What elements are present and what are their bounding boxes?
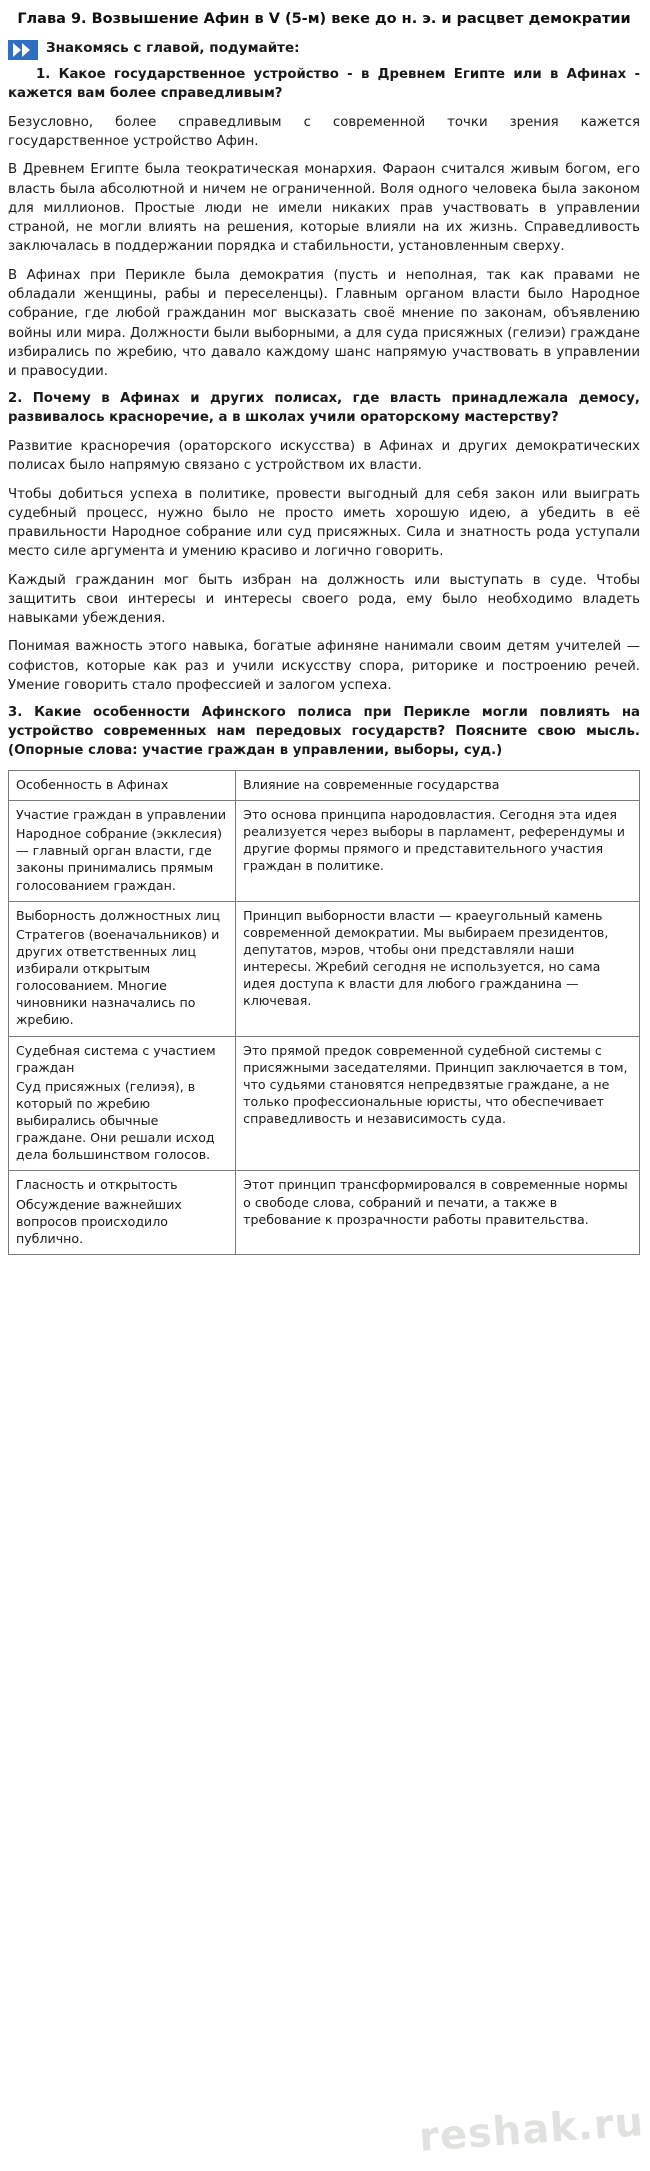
table-cell-influence: Принцип выборности власти — краеугольный камень современной демократии. Мы выбираем президентов, депутатов, мэров, чтобы они представляли наши интересы. Жребий сегодня не используется, но сама идея доступа к власти для любого гражданина — ключевая. xyxy=(236,901,640,1036)
feature-title: Выборность должностных лиц xyxy=(16,907,221,923)
table-header-row xyxy=(9,770,640,800)
answer-2-p1: Развитие красноречия (ораторского искусства) в Афинах и других демократических полисах было напрямую связано с устройством их власти. xyxy=(8,439,640,474)
question-3: 3. Какие особенности Афинского полиса при Перикле могли повлиять на устройство современных нам передовых государств? Поясните свою мысль. (Опорные слова: участие граждан в управлении, выборы, суд.) xyxy=(8,705,640,759)
question-1: 1. Какое государственное устройство - в Древнем Египте или в Афинах - кажется вам более справедливым? xyxy=(8,67,640,101)
answer-1-p2: В Древнем Египте была теократическая монархия. Фараон считался живым богом, его власть была абсолютной и ничем не ограниченной. Воля одного человека была законом для миллионов. Простые люди не имели никаких прав участвовать в управлении страной, не могли влиять на решения, которые влияли на их жизнь. Справедливость заключалась в поддержании порядка и стабильности, установленным сверху. xyxy=(8,162,640,255)
prompt-row xyxy=(8,39,640,60)
feature-text: Обсуждение важнейших вопросов происходило публично. xyxy=(16,1196,182,1246)
answer-2-p3: Каждый гражданин мог быть избран на должность или выступать в суде. Чтобы защитить свои интересы и интересы своего рода, ему было необходимо владеть навыками убеждения. xyxy=(8,572,640,627)
table-row xyxy=(9,1171,640,1255)
table-header-influence: Влияние на современные государства xyxy=(236,770,640,800)
feature-title: Участие граждан в управлении xyxy=(16,807,227,823)
feature-text: Стратегов (военачальников) и других ответственных лиц избирали открытым голосованием. Многие чиновники назначались по жребию. xyxy=(16,926,220,1028)
table-cell-feature xyxy=(9,1036,236,1171)
table-row xyxy=(9,1036,640,1171)
watermark: reshak.ru xyxy=(417,2099,646,2161)
feature-text: Суд присяжных (гелиэя), в который по жребию выбирались обычные граждане. Они решали исход дела большинством голосов. xyxy=(16,1078,215,1163)
table-cell-feature xyxy=(9,901,236,1036)
table-cell-influence: Это прямой предок современной судебной системы с присяжными заседателями. Принцип заключается в том, что судьями становятся непредвзятые граждане, а не только профессиональные юристы, что обеспечивает справедливость и независимость суда. xyxy=(236,1036,640,1171)
table-row xyxy=(9,901,640,1036)
answer-1-p3: В Афинах при Перикле была демократия (пусть и неполная, так как правами не обладали женщины, рабы и переселенцы). Главным органом власти было Народное собрание, где любой гражданин мог высказать своё мнение по законам, объявлению войны или мира. Должности были выборными, а для суда присяжных (гелиэи) граждане избирались по жребию, что давало каждому шанс напрямую участвовать в управлении и правосудии. xyxy=(8,267,640,380)
answer-1-p1: Безусловно, более справедливым с современной точки зрения кажется государственное устройство Афин. xyxy=(8,114,640,150)
feature-title: Судебная система с участием граждан xyxy=(16,1042,216,1075)
table-header-feature: Особенность в Афинах xyxy=(9,770,236,800)
table-cell-influence: Этот принцип трансформировался в современные нормы о свободе слова, собраний и печати, а также в требование к прозрачности работы правительства. xyxy=(236,1171,640,1255)
answer-2-p2: Чтобы добиться успеха в политике, провести выгодный для себя закон или выиграть судебный процесс, нужно было не просто иметь хорошую идею, а убедить в её правильности Народное собрание или суд присяжных. Сила и знатность рода уступали место силе аргумента и умению красиво и логично говорить. xyxy=(8,486,640,560)
table-cell-feature xyxy=(9,1171,236,1255)
double-chevron-right-icon xyxy=(8,40,38,60)
table-cell-feature xyxy=(9,801,236,902)
feature-title: Гласность и открытость xyxy=(16,1177,178,1193)
feature-text: Народное собрание (экклесия) — главный орган власти, где законы принимались прямым голосованием граждан. xyxy=(16,826,222,893)
comparison-table xyxy=(8,770,640,1255)
question-2: 2. Почему в Афинах и других полисах, где власть принадлежала демосу, развивалось красноречие, а в школах учили ораторскому мастерству? xyxy=(8,391,640,426)
answer-2-p4: Понимая важность этого навыка, богатые афиняне нанимали своим детям учителей — софистов, которые как раз и учили искусству спора, риторике и построению речей. Умение говорить стало профессией и залогом успеха. xyxy=(8,639,640,693)
table-cell-influence: Это основа принципа народовластия. Сегодня эта идея реализуется через выборы в парламент, референдумы и другие формы прямого и представительного участия граждан в политике. xyxy=(236,801,640,902)
page-title: Глава 9. Возвышение Афин в V (5-м) веке до н. э. и расцвет демократии xyxy=(17,11,631,27)
prompt-label: Знакомясь с главой, подумайте: xyxy=(46,40,300,57)
table-row xyxy=(9,801,640,902)
